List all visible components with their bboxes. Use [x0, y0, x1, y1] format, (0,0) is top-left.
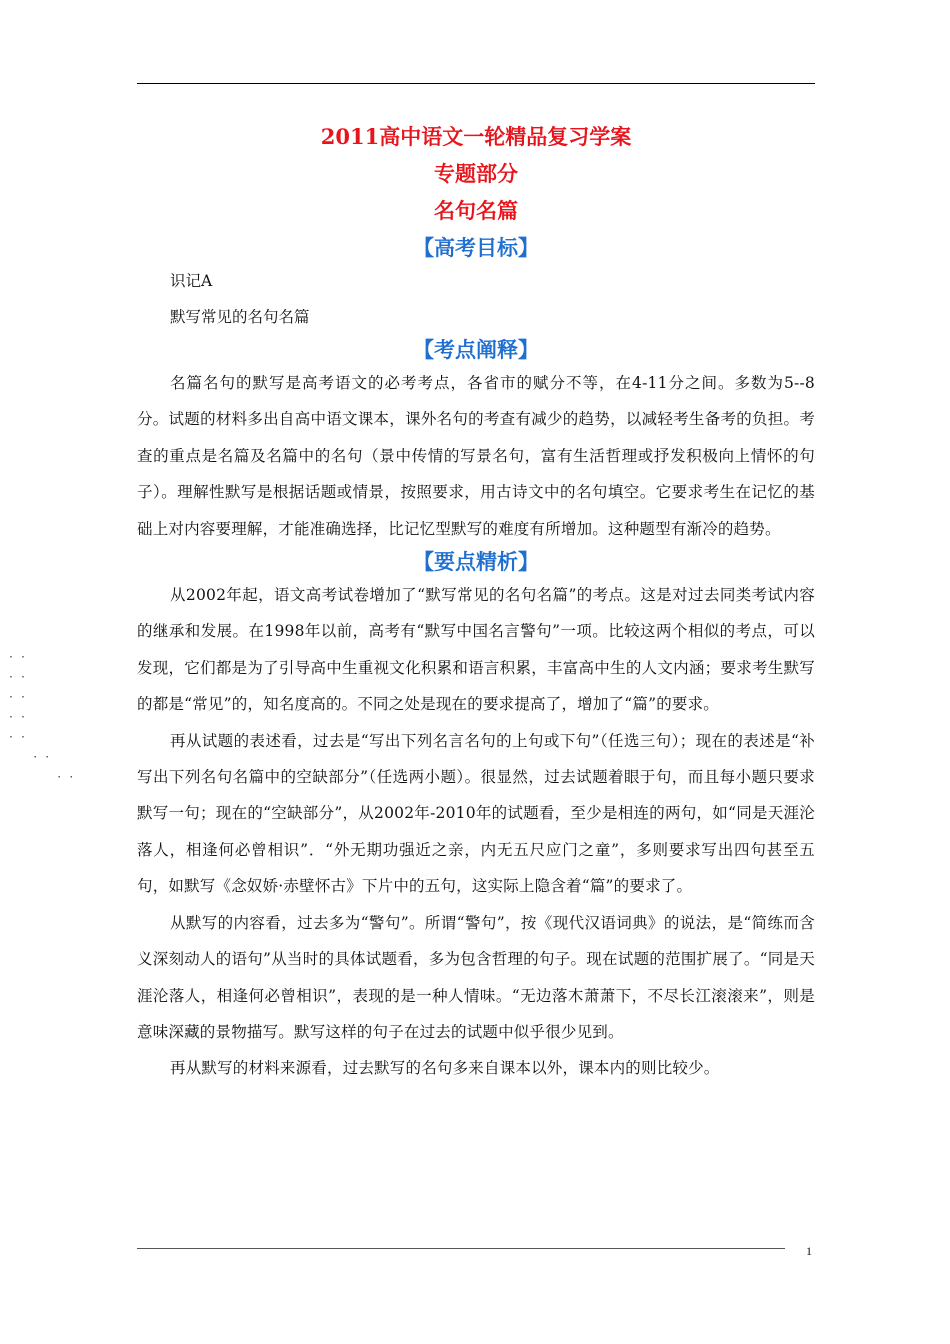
- document-title: 2011高中语文一轮精品复习学案: [320, 124, 632, 149]
- section-heading-analysis: 【要点精析】: [413, 549, 539, 575]
- target-line-level: 识记A: [170, 272, 213, 290]
- document-topic: 名句名篇: [434, 198, 518, 223]
- header-rule: [137, 83, 815, 84]
- document-body: [137, 118, 815, 1087]
- analysis-paragraph-2: 再从试题的表述看，过去是“写出下列名言名句的上句或下句”（任选三句）；现在的表述是“补写出下列名句名篇中的空缺部分”（任选两小题）。很显然，过去试题着眼于句，而且每小题只要求默写一句；现在的“空缺部分”，从2002年-2010年的试题看，至少是相连的两句，如“同是天涯沦落人，相逢何必曾相识”．“外无期功强近之亲，内无五尺应门之童”，多则要求写出四句甚至五句，如默写《念奴娇·赤壁怀古》下片中的五句，这实际上隐含着“篇”的要求了。: [137, 731, 815, 896]
- section-heading-target: 【高考目标】: [413, 235, 539, 260]
- section-heading-explain: 【考点阐释】: [413, 337, 539, 362]
- footer-rule: [137, 1248, 785, 1249]
- analysis-paragraph-1: 从2002年起，语文高考试卷增加了“默写常见的名句名篇”的考点。这是对过去同类考试内容的继承和发展。在1998年以前，高考有“默写中国名言警句”一项。比较这两个相似的考点，可以发现，它们都是为了引导高中生重视文化积累和语言积累，丰富高中生的人文内涵；要求考生默写的都是“常见”的，知名度高的。不同之处是现在的要求提高了，增加了“篇”的要求。: [137, 586, 815, 714]
- analysis-paragraph-3: 从默写的内容看，过去多为“警句”。所谓“警句”，按《现代汉语词典》的说法，是“简练而含义深刻动人的语句”从当时的具体试题看，多为包含哲理的句子。现在试题的范围扩展了。“同是天涯沦落人，相逢何必曾相识”，表现的是一种人情味。“无边落木萧萧下，不尽长江滚滚来”，则是意味深藏的景物描写。默写这样的句子在过去的试题中似乎很少见到。: [137, 913, 815, 1041]
- margin-dot-marks: · · · · · · · · · · · · · ·: [8, 652, 75, 783]
- analysis-paragraph-4: 再从默写的材料来源看，过去默写的名句多来自课本以外，课本内的则比较少。: [170, 1059, 720, 1078]
- document-subtitle: 专题部分: [434, 161, 518, 186]
- target-line-requirement: 默写常见的名句名篇: [170, 308, 310, 326]
- explain-paragraph: 名篇名句的默写是高考语文的必考考点，各省市的赋分不等，在4-11分之间。多数为5--8分。试题的材料多出自高中语文课本，课外名句的考查有减少的趋势，以减轻考生备考的负担。考查的重点是名篇及名篇中的名句（景中传情的写景名句，富有生活哲理或抒发积极向上情怀的句子）。理解性默写是根据话题或情景，按照要求，用古诗文中的名句填空。它要求考生在记忆的基础上对内容要理解，才能准确选择，比记忆型默写的难度有所增加。这种题型有渐冷的趋势。: [137, 374, 815, 538]
- page-number: 1: [806, 1244, 812, 1258]
